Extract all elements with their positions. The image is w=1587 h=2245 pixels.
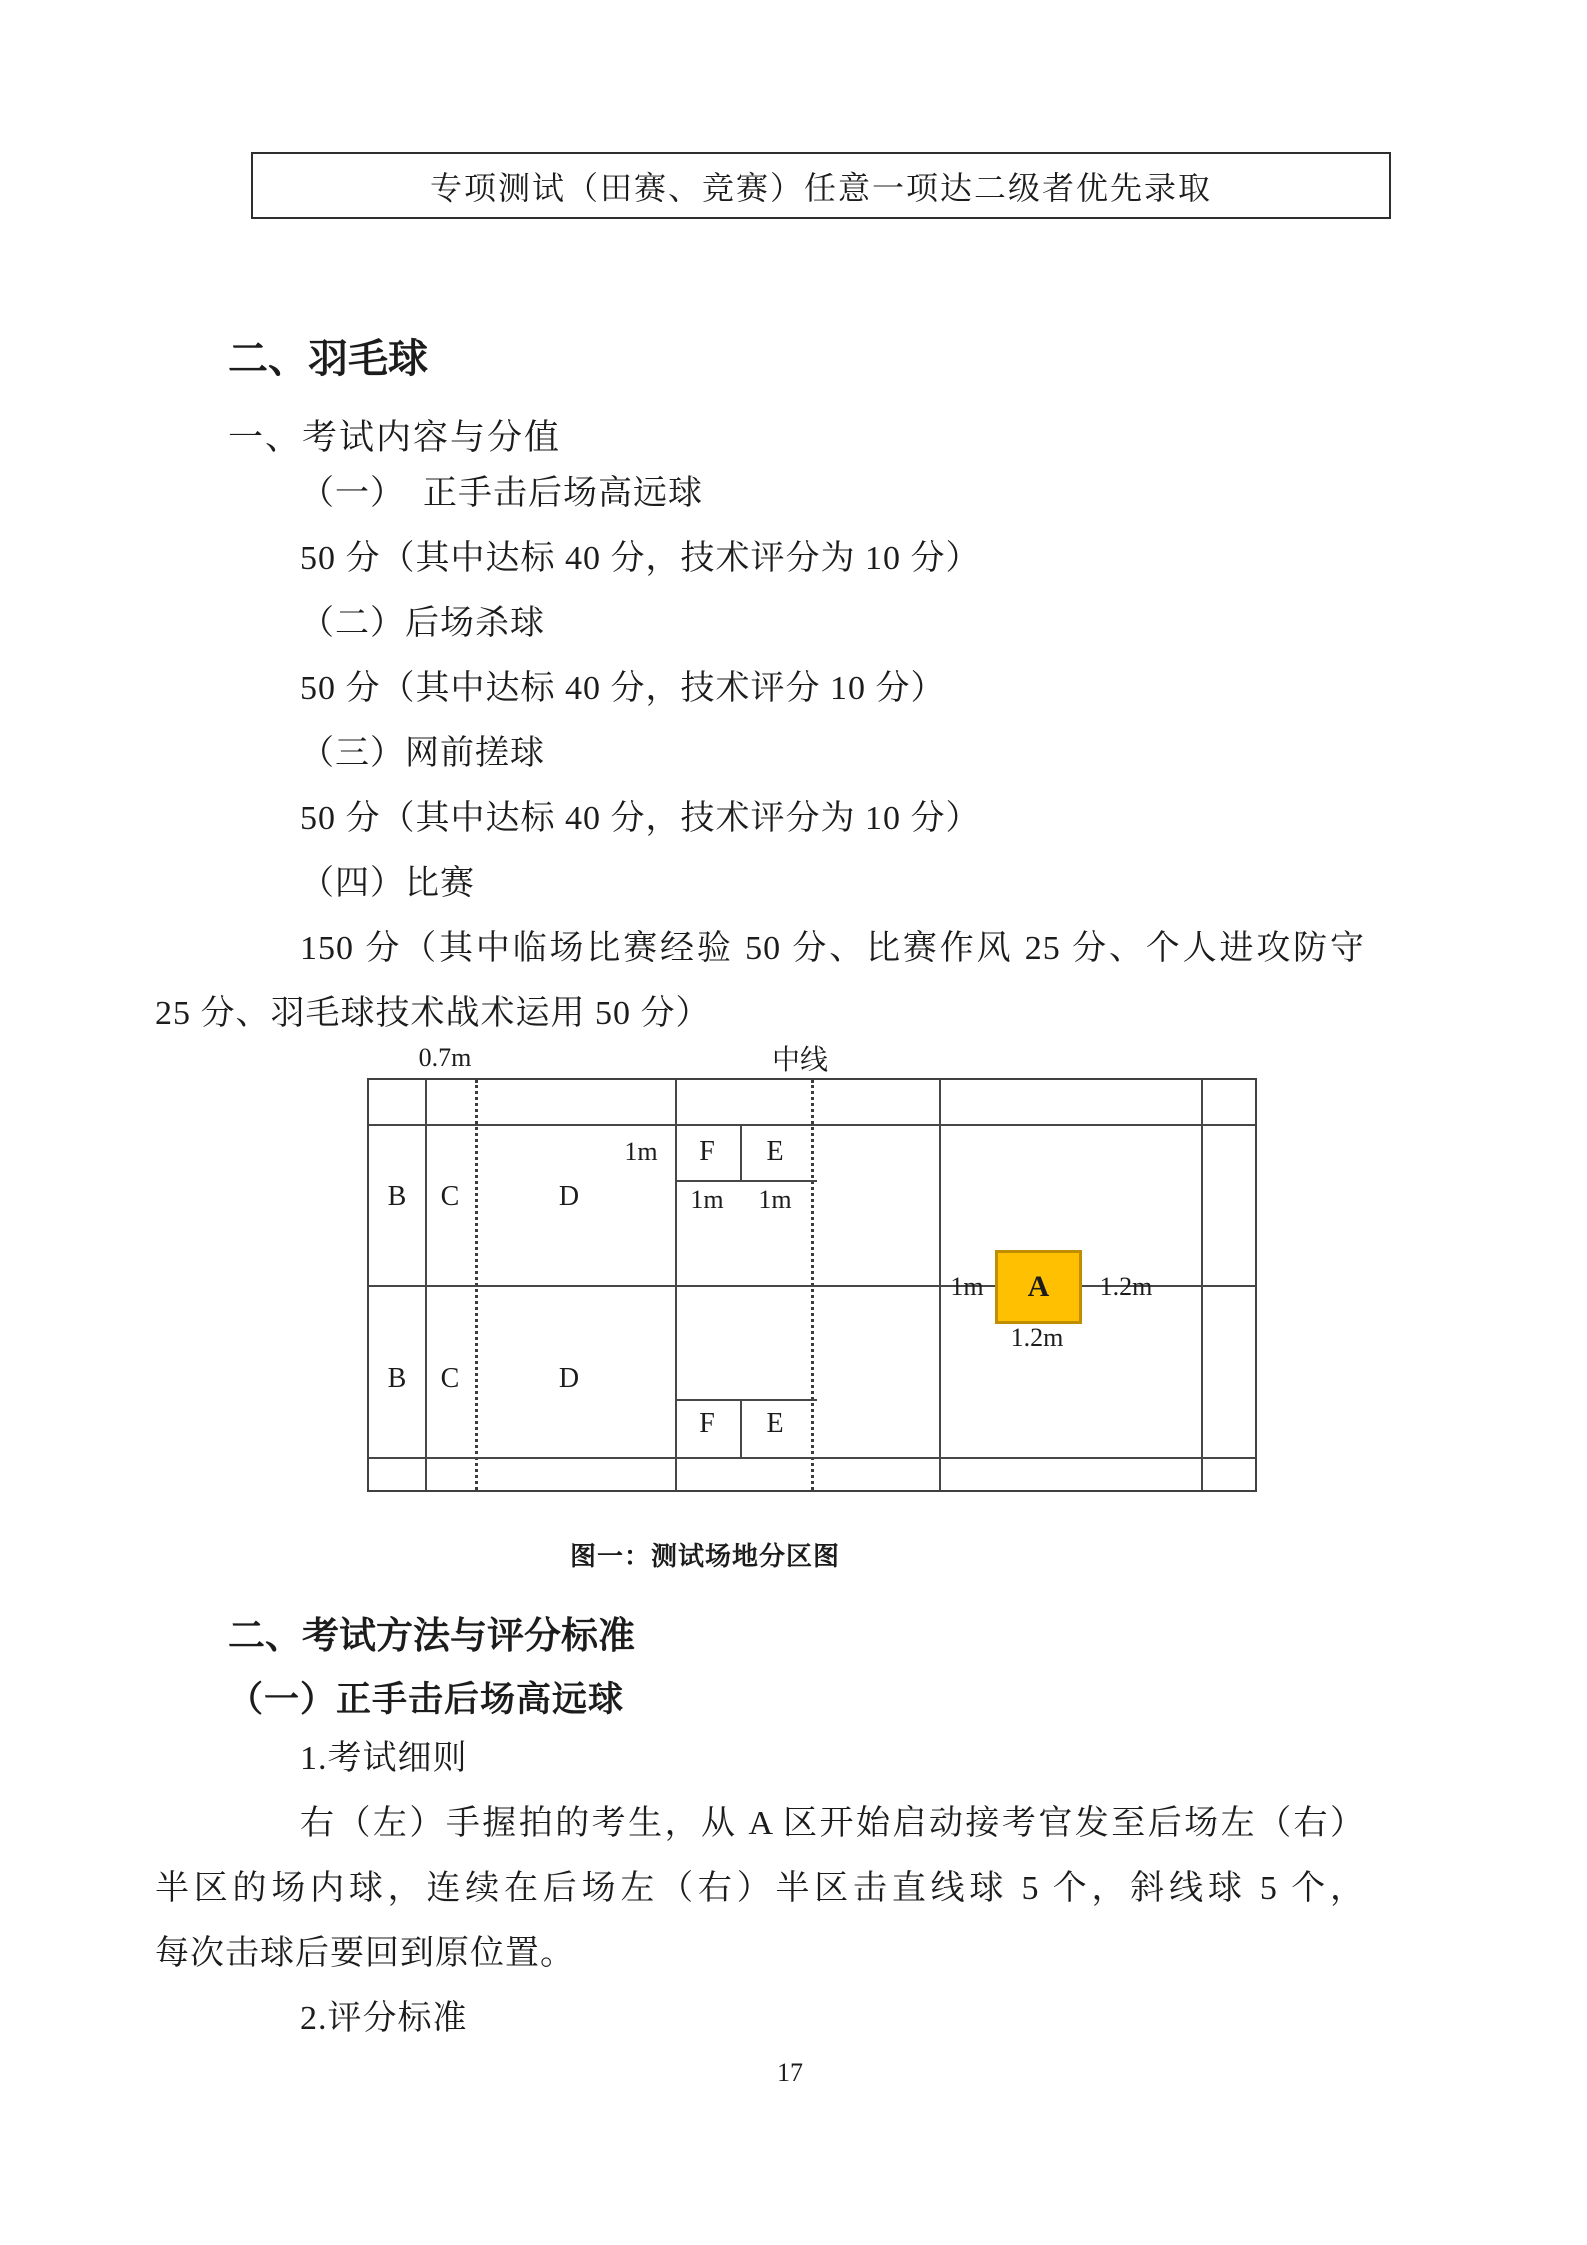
score-line: 50 分（其中达标 40 分，技术评分 10 分） (300, 670, 946, 707)
rule-line: 每次击球后要回到原位置。 (155, 1935, 575, 1972)
zone-c: C (440, 1181, 460, 1212)
court-line-horizontal (369, 1457, 1255, 1459)
dim-1m: 1m (950, 1272, 984, 1301)
content-heading: 一、考试内容与分值 (228, 418, 562, 457)
score-line: （三）网前搓球 (300, 735, 545, 772)
rule-line: 半区的场内球，连续在后场左（右）半区击直线球 5 个，斜线球 5 个， (155, 1870, 1365, 1907)
score-line: （四）比赛 (300, 865, 475, 902)
zone-f: F (699, 1136, 715, 1167)
fe-box-line (675, 1399, 817, 1401)
dim-1.2m: 1.2m (1099, 1272, 1153, 1301)
rule-line: 右（左）手握拍的考生，从 A 区开始启动接考官发至后场左（右） (300, 1805, 1365, 1842)
zone-d: D (558, 1181, 580, 1212)
fe-box-line (675, 1180, 817, 1182)
section-title: 二、羽毛球 (228, 337, 428, 381)
score-standard-heading: 2.评分标准 (300, 2000, 468, 2037)
fe-box-divider (740, 1124, 742, 1182)
score-line: 50 分（其中达标 40 分，技术评分为 10 分） (300, 800, 981, 837)
center-line-label: 中线 (771, 1045, 829, 1076)
zone-b: B (387, 1181, 407, 1212)
zone-a: A (1027, 1270, 1050, 1303)
zone-e: E (766, 1408, 784, 1439)
rule-heading: 1.考试细则 (300, 1740, 468, 1777)
zone-c: C (440, 1363, 460, 1394)
priority-note-text: 专项测试（田赛、竞赛）任意一项达二级者优先录取 (429, 169, 1212, 206)
sub-heading: （一）正手击后场高远球 (228, 1680, 625, 1719)
court-diagram (367, 1078, 1257, 1492)
dim-1m: 1m (624, 1137, 658, 1166)
score-line: 25 分、羽毛球技术战术运用 50 分） (155, 995, 711, 1032)
score-line: 50 分（其中达标 40 分，技术评分为 10 分） (300, 540, 981, 577)
zone-f: F (699, 1408, 715, 1439)
zone-b: B (387, 1363, 407, 1394)
priority-note-box (251, 152, 1391, 219)
method-heading: 二、考试方法与评分标准 (228, 1615, 635, 1656)
zone-a-target-box (995, 1250, 1082, 1324)
zone-d: D (558, 1363, 580, 1394)
score-line: （二）后场杀球 (300, 605, 545, 642)
court-line-horizontal (369, 1124, 1255, 1126)
dim-1.2m: 1.2m (1010, 1323, 1064, 1352)
dim-1m: 1m (758, 1185, 792, 1214)
dim-label-0.7m: 0.7m (418, 1043, 472, 1072)
zone-e: E (766, 1136, 784, 1167)
score-line: 150 分（其中临场比赛经验 50 分、比赛作风 25 分、个人进攻防守 (300, 930, 1365, 967)
page-number: 17 (777, 2058, 803, 2087)
dim-1m: 1m (690, 1185, 724, 1214)
figure-caption: 图一：测试场地分区图 (569, 1542, 841, 1571)
score-line: （一） 正手击后场高远球 (300, 475, 703, 512)
fe-box-divider (740, 1399, 742, 1457)
